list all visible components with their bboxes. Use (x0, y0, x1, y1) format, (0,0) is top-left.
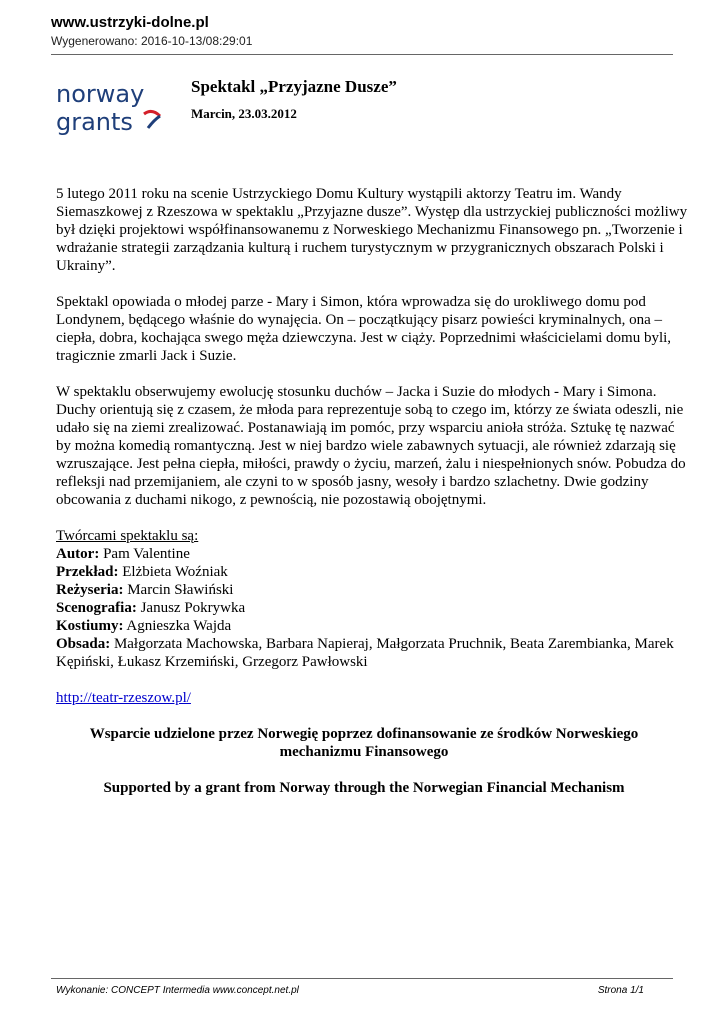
credit-label: Obsada: (56, 636, 111, 652)
text-line: Londynem, będącego właśnie do wynajęcia. On – początkujący pisarz powieści kryminalnych, ona – (56, 312, 663, 328)
text-line: wdrażanie strategii zarządzania kulturą i ruchem turystycznym w przygranicznych obszarach Polski i (56, 240, 664, 256)
text-line: ciepła, dobra, kochająca swego męża dziewczyna. Jest w ciąży. Poprzednimi właścicielami domu byli, (56, 330, 672, 346)
credits-section (56, 527, 672, 671)
text-line: refleksji nad przemijaniem, ale czyni to w sposób jasny, wesoły i bardzo szlachetny. Dwie godziny (56, 474, 649, 490)
page-number: Strona 1/1 (597, 985, 644, 996)
credit-value: Agnieszka Wajda (123, 618, 232, 634)
credit-label: Kostiumy: (56, 618, 124, 634)
text-line: był dzięki projektowi współfinansowanemu z Norweskiego Mechanizmu Finansowego pn. „Tworzenie i (56, 222, 683, 238)
link-row (56, 689, 672, 707)
support-line: Wsparcie udzielone przez Norwegię poprzez dofinansowanie ze środków Norweskiego (89, 726, 639, 742)
footer-credit: Wykonanie: CONCEPT Intermedia www.concept.net.pl (56, 985, 299, 996)
credit-value: Pam Valentine (99, 546, 190, 562)
text-line: udało się na ziemi zrealizować. Postanawiają im pomóc, przy wsparciu anioła stróża. Sztukę tę nazwać (56, 420, 675, 436)
generated-timestamp: Wygenerowano: 2016-10-13/08:29:01 (51, 34, 253, 48)
logo-swoosh-blue (148, 116, 160, 128)
credit-value: Małgorzata Machowska, Barbara Napieraj, Małgorzata Pruchnik, Beata Zarembianka, Marek (110, 636, 674, 652)
footer-divider (51, 978, 673, 979)
credit-row-translation (56, 563, 672, 581)
credit-value: Janusz Pokrywka (136, 600, 246, 616)
credit-label: Autor: (56, 546, 100, 562)
credit-value: Elżbieta Woźniak (118, 564, 228, 580)
credit-row-cast-continued: Kępiński, Łukasz Krzemiński, Grzegorz Pawłowski (56, 654, 368, 670)
credit-label: Scenografia: (56, 600, 137, 616)
text-line: Siemaszkowej z Rzeszowa w spektaklu „Przyjazne dusze”. Występ dla ustrzyckiej publiczności możliwy (56, 204, 688, 220)
credit-label: Reżyseria: (56, 582, 124, 598)
credits-heading: Twórcami spektaklu są: (56, 528, 199, 544)
site-url: www.ustrzyki-dolne.pl (51, 14, 209, 31)
credit-row-cast (56, 635, 672, 653)
support-note-pl (56, 725, 672, 761)
text-line: W spektaklu obserwujemy ewolucję stosunku duchów – Jacka i Suzie do młodych - Mary i Simona. (56, 384, 657, 400)
credit-value: Marcin Sławiński (123, 582, 234, 598)
support-line: mechanizmu Finansowego (279, 744, 449, 760)
text-line: obcowania z duchami nikogo, z pewnością, nie pozostawią obojętnymi. (56, 492, 487, 508)
header-divider (51, 54, 673, 55)
text-line: Spektakl opowiada o młodej parze - Mary i Simon, która wprowadza się do urokliwego domu pod (56, 294, 646, 310)
text-line: Ukrainy”. (56, 258, 116, 274)
credit-label: Przekład: (56, 564, 119, 580)
paragraph-2 (56, 293, 672, 365)
support-note-en: Supported by a grant from Norway through the Norwegian Financial Mechanism (103, 780, 625, 796)
article-body (56, 185, 688, 797)
norway-grants-logo (56, 78, 176, 138)
paragraph-1 (56, 185, 688, 275)
credit-row-author (56, 545, 672, 563)
theatre-link[interactable]: http://teatr-rzeszow.pl/ (56, 690, 191, 706)
text-line: tragicznie zmarli Jack i Suzie. (56, 348, 237, 364)
text-line: 5 lutego 2011 roku na scenie Ustrzyckiego Domu Kultury wystąpili aktorzy Teatru im. Wandy (56, 186, 622, 202)
text-line: Duchy orientują się z czasem, że młoda para reprezentuje sobą to czego im, którzy ze świata odeszli, nie (56, 402, 684, 418)
logo-swoosh-red (144, 111, 160, 116)
text-line: by można komedią romantyczną. Jest w niej bardzo wiele zabawnych sytuacji, ale również zdarzają się (56, 438, 676, 454)
logo-text-grants: grants (56, 108, 133, 136)
text-line: wzruszające. Jest pełna ciepła, miłości, prawdy o życiu, marzeń, żalu i niespełnionych snów. Pobudza do (56, 456, 686, 472)
article-byline: Marcin, 23.03.2012 (191, 106, 297, 121)
credit-row-costumes (56, 617, 672, 635)
paragraph-3 (56, 383, 686, 509)
article-title: Spektakl „Przyjazne Dusze” (191, 77, 397, 96)
credit-row-direction (56, 581, 672, 599)
credit-row-scenography (56, 599, 672, 617)
logo-text-norway: norway (56, 80, 145, 108)
